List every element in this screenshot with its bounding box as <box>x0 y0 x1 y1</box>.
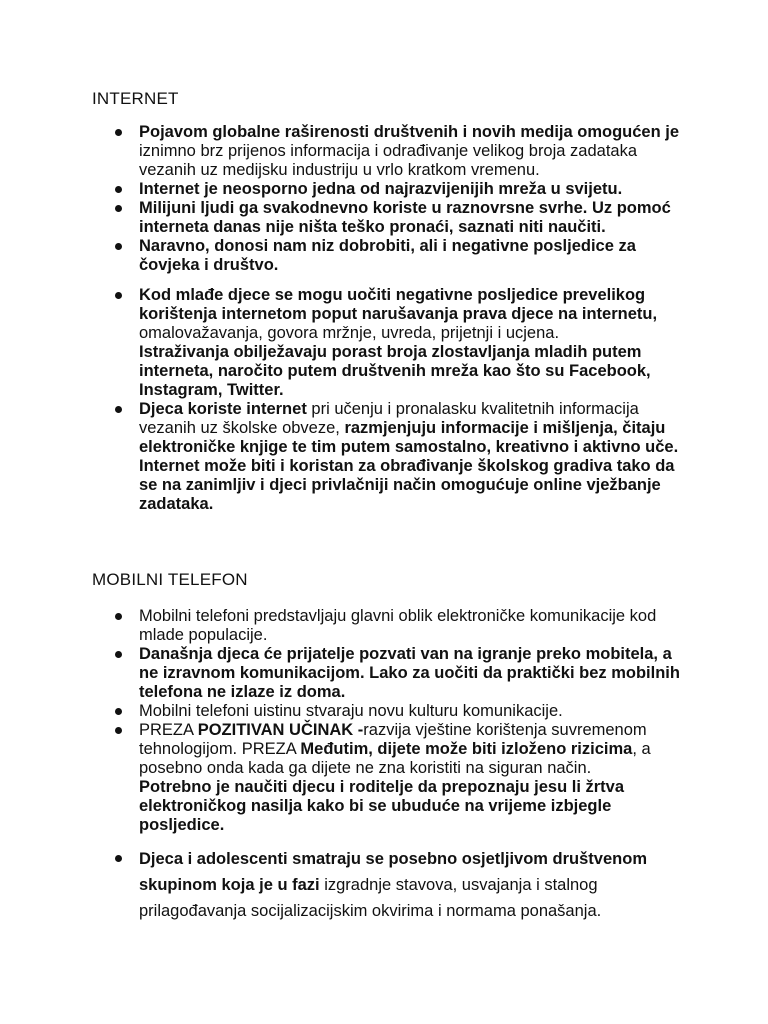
body-text: Mobilni telefoni predstavljaju glavni oblik elektroničke komunikacije kod mlade populacije. <box>139 607 657 644</box>
bold-text: Naravno, donosi nam niz dobrobiti, ali i negativne posljedice za čovjeka i društvo. <box>139 237 636 274</box>
list-item <box>112 702 682 721</box>
body-text: iznimno brz prijenos informacija i odrađivanje velikog broja zadataka vezanih uz medijsku industriju u vrlo kratkom vremenu. <box>139 142 638 179</box>
bold-text: Istraživanja obilježavaju porast broja zlostavljanja mladih putem interneta, naročito putem društvenih mreža kao što su Facebook, Instagram, Twitter. <box>139 343 651 399</box>
bold-text: Kod mlađe djece se mogu uočiti negativne posljedice prevelikog korištenja internetom poput narušavanja prava djece na internetu, <box>139 286 658 323</box>
list-item <box>112 645 682 702</box>
bold-text: Internet je neosporno jedna od najrazvijenijih mreža u svijetu. <box>139 180 623 198</box>
bold-text: Pojavom globalne raširenosti društvenih i novih medija omogućen je <box>139 123 680 141</box>
section-heading-internet: INTERNET <box>92 89 179 108</box>
list-item <box>112 286 682 400</box>
list-item <box>112 846 682 924</box>
body-text: omalovažavanja, govora mržnje, uvreda, prijetnji i ucjena. <box>139 324 560 342</box>
internet-list <box>112 123 682 514</box>
list-item <box>112 199 682 237</box>
bold-text: Današnja djeca će prijatelje pozvati van na igranje preko mobitela, a ne izravnom komunikacijom. Lako za uočiti da praktički bez mobilnih telefona ne izlaze iz doma. <box>139 645 680 701</box>
bold-text: razmjenjuju informacije i mišljenja, čitaju elektroničke knjige te tim putem samostalno, kreativno i aktivno uče. Internet može biti i koristan za obrađivanje školskog gradiva tako da se na zanimljiv i djeci privlačniji način omogućuje online vježbanje zadataka. <box>139 419 679 513</box>
list-item <box>112 180 682 199</box>
bold-text: Djeca i adolescenti smatraju se posebno osjetljivom društvenom skupinom koja je u fazi <box>139 850 647 894</box>
list-item <box>112 123 682 180</box>
bold-text: POZITIVAN UČINAK - <box>197 721 364 739</box>
bold-text: Milijuni ljudi ga svakodnevno koriste u raznovrsne svrhe. Uz pomoć interneta danas nije ništa teško pronaći, saznati niti naučiti. <box>139 199 671 236</box>
body-text: PREZA <box>139 721 198 739</box>
section-heading-mobilni-telefon: MOBILNI TELEFON <box>92 570 248 589</box>
bold-text: Međutim, dijete može biti izloženo rizicima <box>300 740 633 758</box>
mobilni-telefon-list <box>112 607 682 924</box>
body-text: izgradnje stavova, usvajanja i stalnog prilagođavanja socijalizacijskim okvirima i normama ponašanja. <box>139 876 602 920</box>
body-text: , a posebno onda kada ga dijete ne zna koristiti na siguran način. <box>139 740 651 777</box>
list-item <box>112 400 682 514</box>
body-text: pri učenju i pronalasku kvalitetnih informacija vezanih uz školske obveze, <box>139 400 639 437</box>
list-item <box>112 721 682 835</box>
list-item <box>112 607 682 645</box>
body-text: Mobilni telefoni uistinu stvaraju novu kulturu komunikacije. <box>139 702 563 720</box>
bold-text: Potrebno je naučiti djecu i roditelje da prepoznaju jesu li žrtva elektroničkog nasilja kako bi se ubuduće na vrijeme izbjegle posljedice. <box>139 778 625 834</box>
bold-text: Djeca koriste internet <box>139 400 307 418</box>
body-text: razvija vještine korištenja suvremenom tehnologijom. PREZA <box>139 721 647 758</box>
list-item <box>112 237 682 275</box>
